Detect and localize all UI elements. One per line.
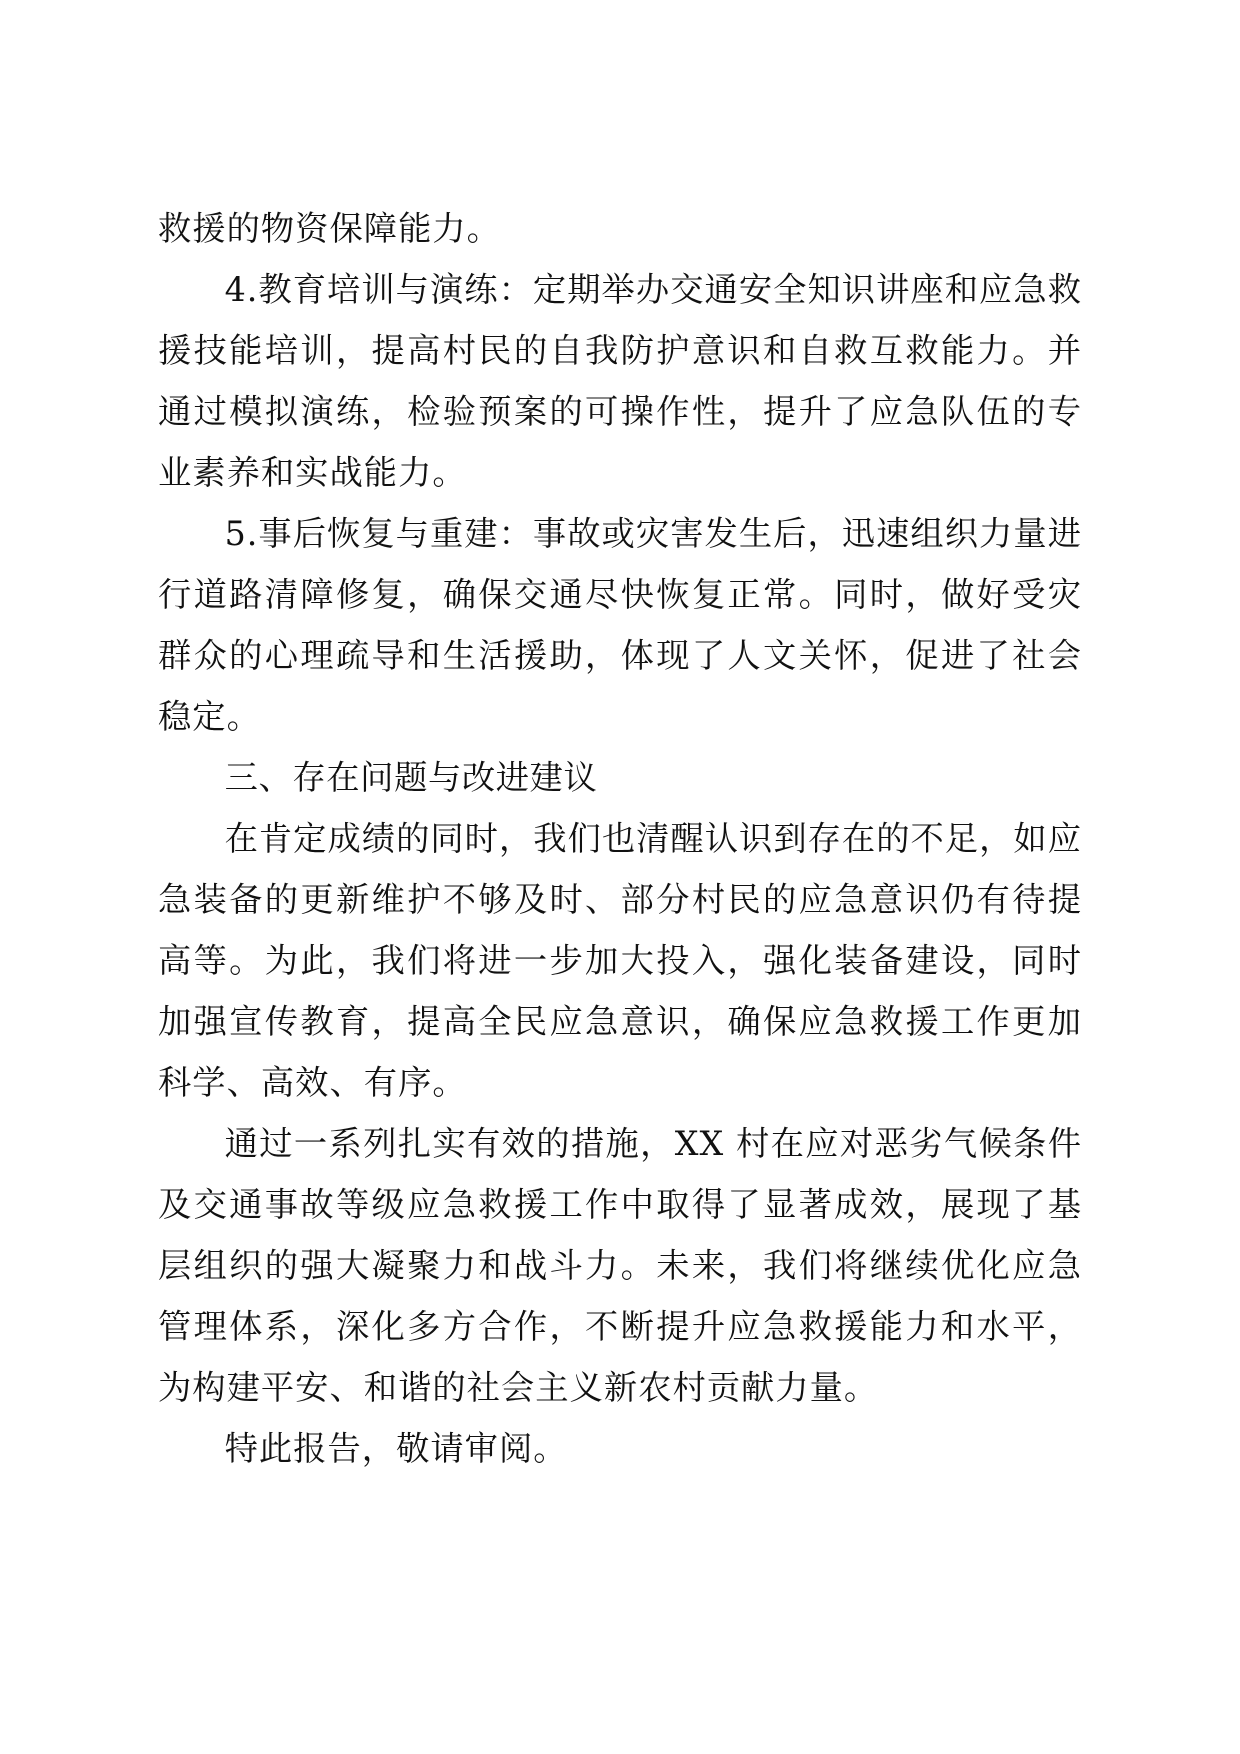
paragraph-continuation: 救援的物资保障能力。 bbox=[158, 209, 501, 248]
paragraph-problems: 在肯定成绩的同时，我们也清醒认识到存在的不足，如应急装备的更新维护不够及时、部分村民的应急意识仍有待提高等。为此，我们将进一步加大投入，强化装备建设，同时加强宣传教育，提高全民应急意识，确保应急救援工作更加科学、高效、有序。 bbox=[158, 819, 1083, 1102]
paragraph-education-training: 4.教育培训与演练：定期举办交通安全知识讲座和应急救援技能培训，提高村民的自我防护意识和自救互救能力。并通过模拟演练，检验预案的可操作性，提升了应急队伍的专业素养和实战能力。 bbox=[158, 270, 1082, 492]
paragraph-recovery-rebuild: 5.事后恢复与重建：事故或灾害发生后，迅速组织力量进行道路清障修复，确保交通尽快恢复正常。同时，做好受灾群众的心理疏导和生活援助，体现了人文关怀，促进了社会稳定。 bbox=[158, 514, 1082, 736]
paragraph-conclusion: 通过一系列扎实有效的措施，XX 村在应对恶劣气候条件及交通事故等级应急救援工作中取得了显著成效，展现了基层组织的强大凝聚力和战斗力。未来，我们将继续优化应急管理体系，深化多方合作，不断提升应急救援能力和水平，为构建平安、和谐的社会主义新农村贡献力量。 bbox=[158, 1124, 1082, 1407]
paragraph-closing: 特此报告，敬请审阅。 bbox=[224, 1429, 568, 1468]
document-page bbox=[158, 198, 1082, 1479]
section-heading: 三、存在问题与改进建议 bbox=[224, 758, 598, 797]
